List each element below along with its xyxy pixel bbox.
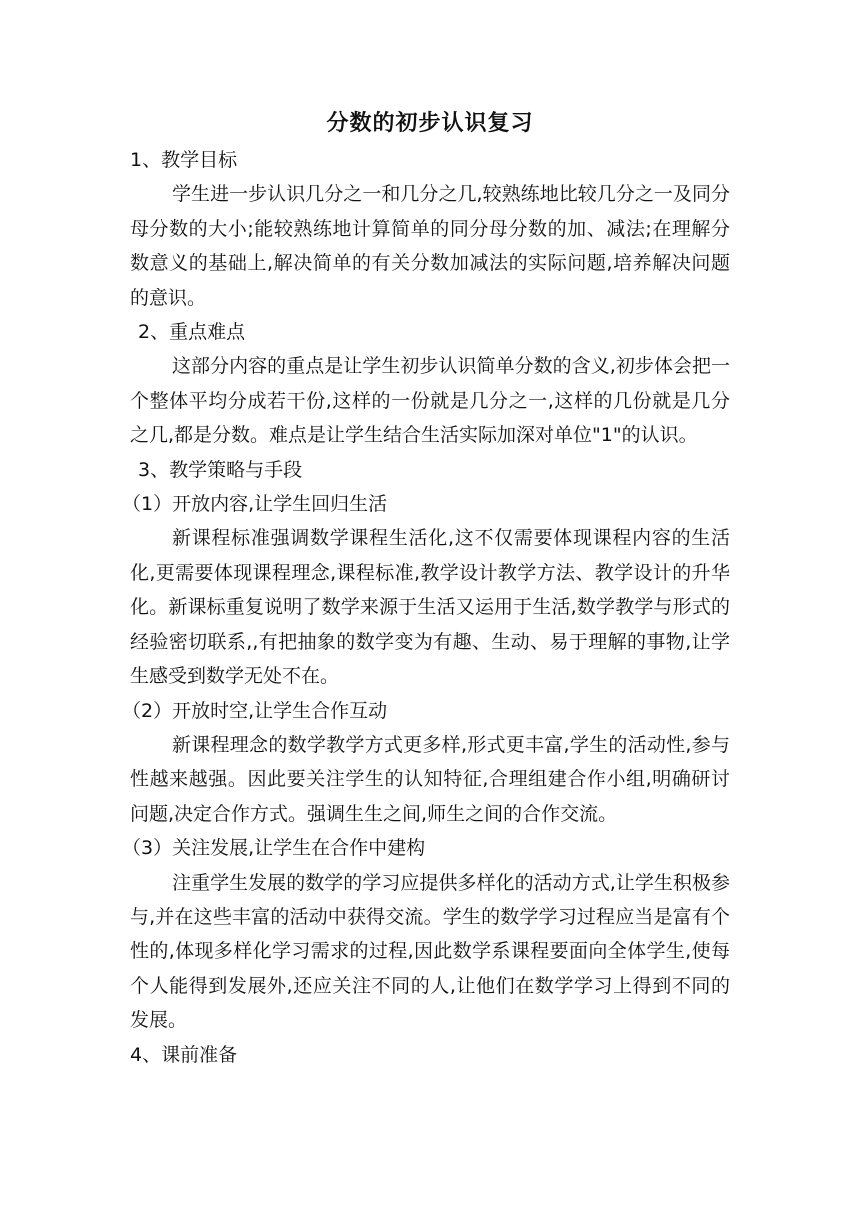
paragraph-objectives: 学生进一步认识几分之一和几分之几,较熟练地比较几分之一及同分母分数的大小;能较熟练地计算简单的同分母分数的加、减法;在理解分数意义的基础上,解决简单的有关分数加减法的实际问题,培养解决问题的意识。 — [130, 183, 730, 309]
subheading-open-content: （1）开放内容,让学生回归生活 — [122, 493, 388, 516]
section-heading-key-points: 2、重点难点 — [138, 321, 246, 344]
subheading-focus-development: （3）关注发展,让学生在合作中建构 — [122, 837, 426, 860]
section-heading-strategies: 3、教学策略与手段 — [138, 458, 303, 481]
paragraph-key-points: 这部分内容的重点是让学生初步认识简单分数的含义,初步体会把一个整体平均分成若干份,这样的一份就是几分之一,这样的几份就是几分之几,都是分数。难点是让学生结合生活实际加深对单位"1"的认识。 — [130, 355, 730, 447]
section-heading-objectives: 1、教学目标 — [130, 149, 238, 171]
paragraph-focus-development: 注重学生发展的数学的学习应提供多样化的活动方式,让学生积极参与,并在这些丰富的活动中获得交流。学生的数学学习过程应当是富有个性的,体现多样化学习需求的过程,因此数学系课程要面向全体学生,使每个人能得到发展外,还应关注不同的人,让他们在数学学习上得到不同的发展。 — [130, 871, 730, 1032]
document-title: 分数的初步认识复习 — [326, 111, 534, 136]
paragraph-open-time-space: 新课程理念的数学教学方式更多样,形式更丰富,学生的活动性,参与性越来越强。因此要关注学生的认知特征,合理组建合作小组,明确研讨问题,决定合作方式。强调生生之间,师生之间的合作交流。 — [130, 733, 730, 825]
paragraph-open-content: 新课程标准强调数学课程生活化,这不仅需要体现课程内容的生活化,更需要体现课程理念,课程标准,教学设计教学方法、教学设计的升华化。新课标重复说明了数学来源于生活又运用于生活,数学教学与形式的 经验密切联系,,有把抽象的数学变为有趣、生动、易于理解的事物,让学生感受到数学无处不在。 — [130, 527, 730, 688]
document-body — [122, 143, 730, 1072]
section-heading-preparation: 4、课前准备 — [130, 1043, 238, 1066]
subheading-open-time-space: （2）开放时空,让学生合作互动 — [122, 699, 388, 722]
